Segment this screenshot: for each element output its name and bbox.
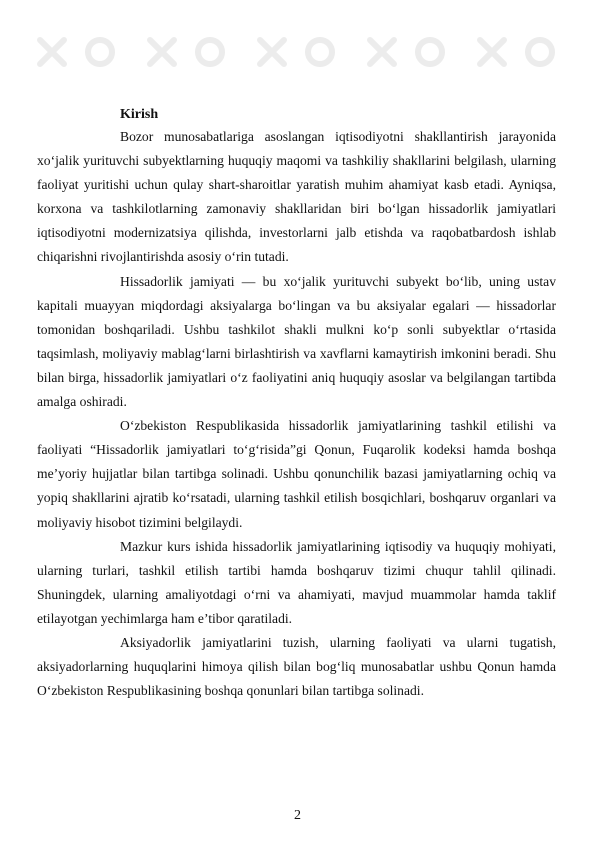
page-number: 2: [294, 808, 301, 823]
paragraph-4: Mazkur kurs ishida hissadorlik jamiyatlarining iqtisodiy va huquqiy mohiyati, ularning turlari, tashkil etilish tartibi hamda boshqaruv tizimi chuqur tahlil qilinadi. Shuningdek, ularning amaliyotdagi o‘rni va ahamiyati, mavjud muammolar hamda taklif etilayotgan yechimlarga ham e’tibor qaratiladi.: [37, 538, 556, 626]
paragraph-1: Bozor munosabatlariga asoslangan iqtisodiyotni shakllantirish jarayonida xo‘jalik yurituvchi subyektlarning huquqiy maqomi va tashkiliy shakllarini belgilash, ularning faoliyat yuritishi uchun qulay shart-sharoitlar yaratish muhim ahamiyat kasb etadi. Ayniqsa, korxona va tashkilotlarning zamonaviy shakllaridan biri bo‘lgan hissadorlik jamiyatlari iqtisodiyotni modernizatsiya qilishda, investorlarni jalb etishda va raqobatbardosh ishlab chiqarishni rivojlantirishda asosiy o‘rin tutadi.: [37, 129, 556, 265]
section-heading: Kirish: [120, 107, 159, 122]
paragraph-3: O‘zbekiston Respublikasida hissadorlik jamiyatlarining tashkil etilishi va faoliyati “Hissadorlik jamiyatlari to‘g‘risida”gi Qonun, Fuqarolik kodeksi hamda boshqa me’yoriy hujjatlar bilan tartibga solinadi. Ushbu qonunchilik bazasi jamiyatlarning ochiq va yopiq shakllarini ajratib ko‘rsatadi, ularning tashkil etilish bosqichlari, boshqaruv organlari va moliyaviy hisobot tizimini belgilaydi.: [37, 418, 556, 530]
paragraph-2: Hissadorlik jamiyati — bu xo‘jalik yurituvchi subyekt bo‘lib, uning ustav kapitali muayyan miqdordagi aksiyalarga bo‘lingan va bu aksiyalar egalari — hissadorlar tomonidan boshqariladi. Ushbu tashkilot shakli mulkni ko‘p sonli subyektlar o‘rtasida taqsimlash, moliyaviy mablag‘larni birlashtirish va xavflarni kamaytirish imkonini beradi. Shu bilan birga, hissadorlik jamiyatlari o‘z faoliyatini aniq huquqiy asoslar va belgilangan tartibda amalga oshiradi.: [37, 273, 556, 410]
paragraph-5: Aksiyadorlik jamiyatlarini tuzish, ularning faoliyati va ularni tugatish, aksiyadorlarning huquqlarini himoya qilish bilan bog‘liq munosabatlar ushbu Qonun hamda O‘zbekiston Respublikasining boshqa qonunlari bilan tartibga solinadi.: [37, 634, 556, 699]
document-page: [37, 104, 556, 703]
